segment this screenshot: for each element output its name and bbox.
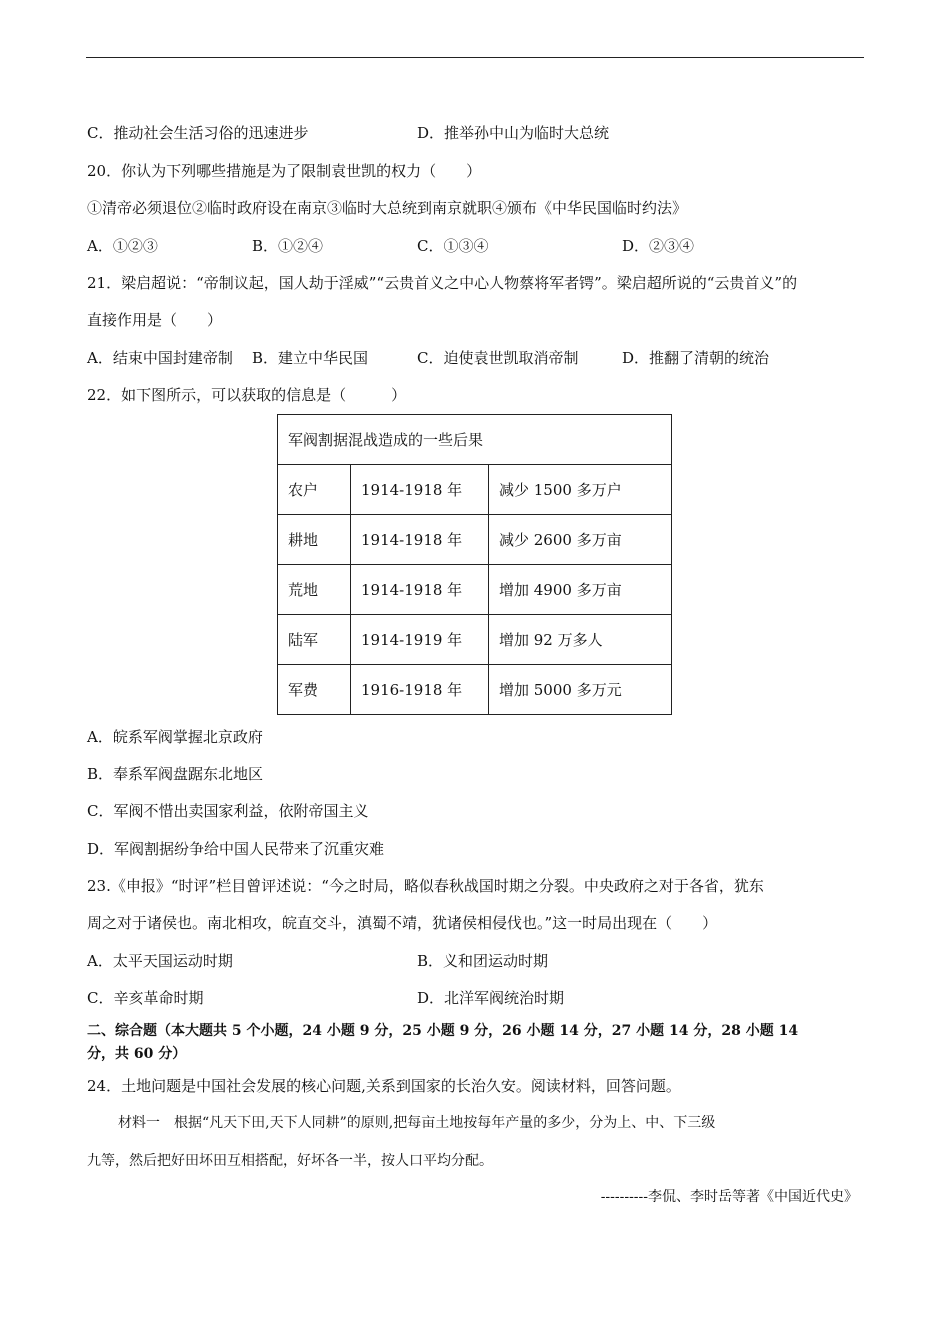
header-rule [86,57,864,58]
q21-option-a: A．结束中国封建帝制 [87,349,233,367]
q20-items: ①清帝必须退位②临时政府设在南京③临时大总统到南京就职④颁布《中华民国临时约法》 [87,199,688,217]
section2-heading-line1: 二、综合题（本大题共 5 个小题，24 小题 9 分，25 小题 9 分，26 小题 14 分，27 小题 14 分，28 小题 14 [87,1023,799,1039]
table-cell-change: 减少 1500 多万户 [489,465,672,515]
q23-option-b: B．义和团运动时期 [417,952,549,970]
table-row [278,665,672,715]
q22-option-a: A．皖系军阀掌握北京政府 [87,728,263,746]
q24-stem: 24．土地问题是中国社会发展的核心问题,关系到国家的长治久安。阅读材料，回答问题。 [87,1077,681,1095]
q22-stem: 22．如下图所示，可以获取的信息是（ ） [87,386,407,404]
q23-stem-line2: 周之对于诸侯也。南北相攻，皖直交斗，滇蜀不靖，犹诸侯相侵伐也。”这一时局出现在（ ） [87,914,718,932]
q24-material1-line1: 材料一 根据“凡天下田,天下人同耕”的原则,把每亩土地按每年产量的多少，分为上、中、下三级 [118,1115,716,1131]
q22-option-b: B．奉系军阀盘踞东北地区 [87,765,264,783]
q20-option-d: D．②③④ [622,237,695,255]
table-cell-item: 荒地 [278,565,351,615]
q23-option-d: D．北洋军阀统治时期 [417,989,565,1007]
warlord-consequences-table [277,414,672,715]
table-title: 军阀割据混战造成的一些后果 [278,415,672,465]
q21-option-d: D．推翻了清朝的统治 [622,349,770,367]
q22-option-d: D．军阀割据纷争给中国人民带来了沉重灾难 [87,840,385,858]
q23-option-a: A．太平天国运动时期 [87,952,233,970]
table-title-row [278,415,672,465]
q24-material1-line2: 九等，然后把好田坏田互相搭配，好坏各一半，按人口平均分配。 [87,1153,493,1169]
table-cell-item: 陆军 [278,615,351,665]
q20-option-a: A．①②③ [87,237,158,255]
table-cell-item: 耕地 [278,515,351,565]
q21-option-c: C．迫使袁世凯取消帝制 [417,349,579,367]
table-cell-period: 1914-1918 年 [351,465,489,515]
table-cell-change: 增加 5000 多万元 [489,665,672,715]
table-row [278,515,672,565]
q21-option-b: B．建立中华民国 [252,349,369,367]
q21-stem-line1: 21．梁启超说：“帝制议起，国人劫于淫威”“云贵首义之中心人物蔡将军者锷”。梁启超所说的“云贵首义”的 [87,274,798,292]
table-cell-period: 1914-1919 年 [351,615,489,665]
table-cell-item: 军费 [278,665,351,715]
q21-stem-line2: 直接作用是（ ） [87,311,223,329]
table-cell-period: 1914-1918 年 [351,515,489,565]
table-cell-period: 1914-1918 年 [351,565,489,615]
table-row [278,615,672,665]
q20-option-b: B．①②④ [252,237,324,255]
table-cell-change: 增加 92 万多人 [489,615,672,665]
q19-option-d: D．推举孙中山为临时大总统 [417,124,610,142]
table-cell-period: 1916-1918 年 [351,665,489,715]
table-cell-change: 增加 4900 多万亩 [489,565,672,615]
table-row [278,565,672,615]
q23-option-c: C．辛亥革命时期 [87,989,204,1007]
q20-stem: 20．你认为下列哪些措施是为了限制袁世凯的权力（ ） [87,162,482,180]
table-cell-item: 农户 [278,465,351,515]
q22-option-c: C．军阀不惜出卖国家利益，依附帝国主义 [87,802,369,820]
q23-stem-line1: 23.《申报》“时评”栏目曾评述说：“今之时局，略似春秋战国时期之分裂。中央政府之对于各省，犹东 [87,877,764,895]
table-cell-change: 减少 2600 多万亩 [489,515,672,565]
q19-option-c: C．推动社会生活习俗的迅速进步 [87,124,309,142]
section2-heading-line2: 分，共 60 分） [87,1046,187,1062]
q24-material1-source: ----------李侃、李时岳等著《中国近代史》 [600,1189,858,1205]
table-row [278,465,672,515]
q20-option-c: C．①③④ [417,237,489,255]
